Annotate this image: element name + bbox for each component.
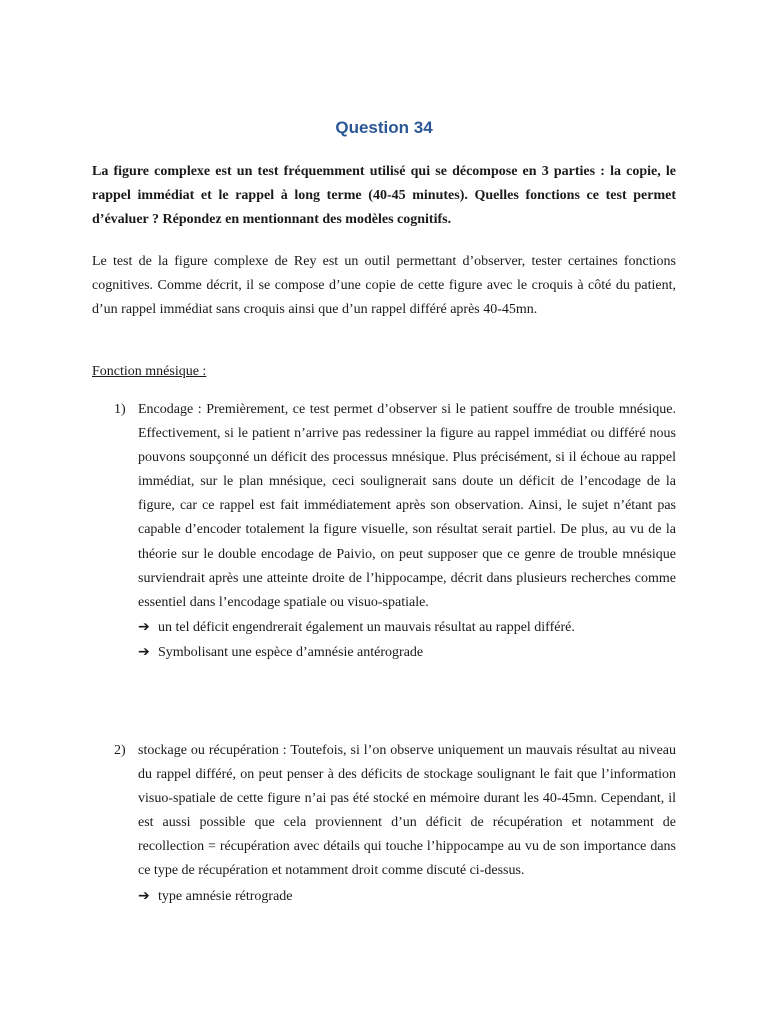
list-item-text: stockage ou récupération : Toutefois, si l’on observe uniquement un mauvais résultat au niveau du rappel différé, on peut penser à des déficits de stockage soulignant le fait que l’information visuo-spatiale de cette figure n’ai pas été stocké en mémoire durant les 40-45mn. Cependant, il est aussi possible que cela proviennent d’un déficit de récupération et notamment de recollection = récupération avec détails qui touche l’hippocampe au vu de son importance dans ce type de récupération et notamment droit comme discuté ci-dessus. xyxy=(138,743,676,879)
arrow-bullet-text: type amnésie rétrograde xyxy=(158,888,293,904)
list-item-stockage xyxy=(114,739,676,909)
list-item-number: 2) xyxy=(114,743,126,758)
arrow-bullet xyxy=(138,884,676,909)
list-item-number: 1) xyxy=(114,402,126,417)
arrow-bullet xyxy=(138,640,676,665)
page-title: Question 34 xyxy=(335,118,433,137)
arrow-bullet xyxy=(138,615,676,640)
list-item-encodage xyxy=(114,398,676,665)
arrow-right-icon: ➔ xyxy=(138,643,150,660)
arrow-right-icon: ➔ xyxy=(138,618,150,635)
arrow-bullet-text: Symbolisant une espèce d’amnésie antérograde xyxy=(158,644,424,660)
section-heading: Fonction mnésique : xyxy=(92,364,207,379)
arrow-bullet-text: un tel déficit engendrerait également un mauvais résultat au rappel différé. xyxy=(158,619,575,635)
intro-paragraph: Le test de la figure complexe de Rey est un outil permettant d’observer, tester certaines fonctions cognitives. Comme décrit, il se compose d’une copie de cette figure avec le croquis à côté du patient, d’un rappel immédiat sans croquis ainsi que d’un rappel différé après 40-45mn. xyxy=(92,254,676,317)
list-item-text: Encodage : Premièrement, ce test permet d’observer si le patient souffre de trouble mnésique. Effectivement, si le patient n’arrive pas redessiner la figure au rappel immédiat ou différé nous pouvons soupçonné un déficit des processus mnésique. Plus précisément, si il échoue au rappel immédiat, sur le plan mnésique, ceci soulignerait sans doute un déficit de l’encodage de la figure, car ce rappel est fait immédiatement après son observation. Ainsi, le sujet n’étant pas capable d’encoder totalement la figure visuelle, son résultat serait partiel. De plus, au vu de la théorie sur le double encodage de Paivio, on peut supposer que ce genre de trouble mnésique surviendrait après une atteinte droite de l’hippocampe, décrit dans plusieurs recherches comme essentiel dans l’encodage spatiale ou visuo-spatiale. xyxy=(138,402,676,610)
arrow-right-icon: ➔ xyxy=(138,887,150,904)
question-text: La figure complexe est un test fréquemment utilisé qui se décompose en 3 parties : la copie, le rappel immédiat et le rappel à long terme (40-45 minutes). Quelles fonctions ce test permet d’évaluer ? Répondez en mentionnant des modèles cognitifs. xyxy=(92,164,676,227)
